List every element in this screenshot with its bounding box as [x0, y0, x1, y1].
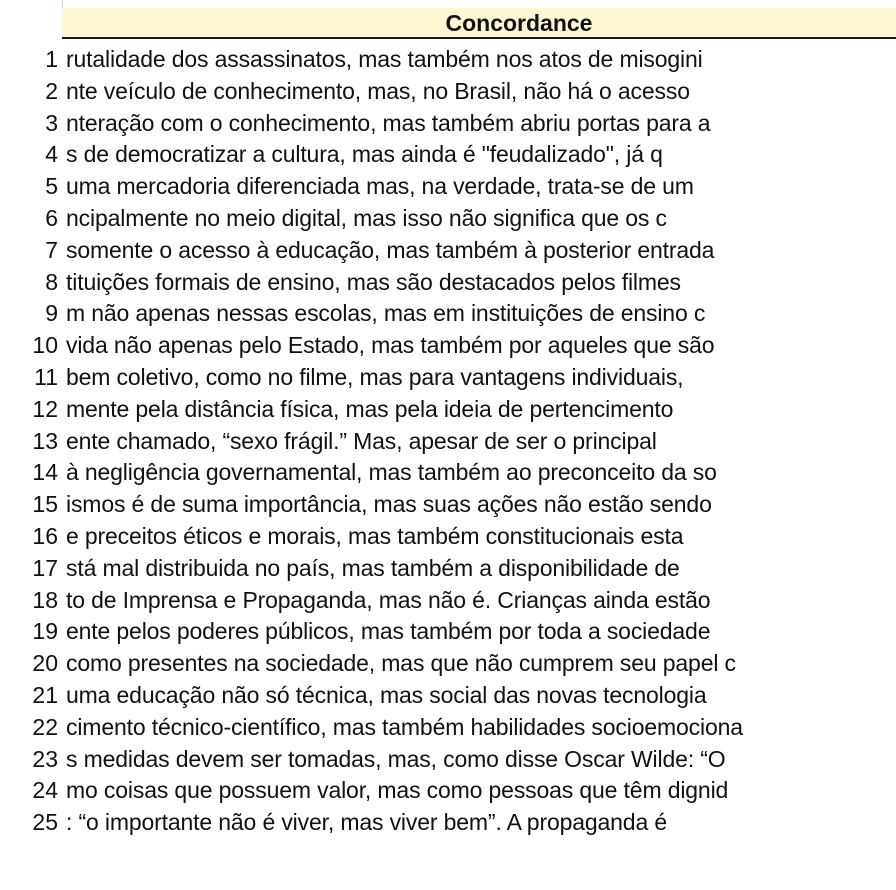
row-number: 14: [32, 459, 58, 486]
row-number: 2: [45, 77, 58, 104]
concordance-cell[interactable]: ente pelos poderes públicos, mas também por toda a sociedade: [66, 618, 711, 645]
table-row[interactable]: [0, 362, 896, 394]
row-number: 17: [32, 554, 58, 581]
table-row[interactable]: [0, 489, 896, 521]
table-row[interactable]: [0, 139, 896, 171]
row-number: 25: [32, 809, 58, 836]
concordance-cell[interactable]: como presentes na sociedade, mas que não cumprem seu papel c: [66, 650, 736, 677]
table-row[interactable]: [0, 426, 896, 458]
concordance-cell[interactable]: uma mercadoria diferenciada mas, na verdade, trata-se de um: [66, 173, 694, 200]
row-number: 10: [32, 332, 58, 359]
table-row[interactable]: [0, 712, 896, 744]
table-row[interactable]: [0, 648, 896, 680]
concordance-cell[interactable]: e preceitos éticos e morais, mas também constitucionais esta: [66, 522, 684, 549]
table-row[interactable]: [0, 298, 896, 330]
row-number: 20: [32, 650, 58, 677]
concordance-cell[interactable]: s de democratizar a cultura, mas ainda é "feudalizado", já q: [66, 141, 663, 168]
row-number: 9: [45, 300, 58, 327]
row-number: 6: [45, 204, 58, 231]
table-row[interactable]: [0, 616, 896, 648]
row-index-header: [0, 0, 62, 41]
concordance-cell[interactable]: ismos é de suma importância, mas suas ações não estão sendo: [66, 491, 712, 518]
concordance-rows: [0, 44, 896, 839]
header-row: [0, 0, 896, 41]
row-number: 13: [32, 427, 58, 454]
concordance-cell[interactable]: uma educação não só técnica, mas social das novas tecnologia: [66, 681, 707, 708]
row-number: 16: [32, 522, 58, 549]
table-row[interactable]: [0, 76, 896, 108]
table-row[interactable]: [0, 44, 896, 76]
table-row[interactable]: [0, 553, 896, 585]
column-header-concordance[interactable]: Concordance: [62, 8, 896, 39]
concordance-cell[interactable]: tituições formais de ensino, mas são destacados pelos filmes: [66, 268, 681, 295]
concordance-cell[interactable]: somente o acesso à educação, mas também à posterior entrada: [66, 236, 715, 263]
table-row[interactable]: [0, 108, 896, 140]
table-row[interactable]: [0, 330, 896, 362]
concordance-cell[interactable]: m não apenas nessas escolas, mas em instituições de ensino c: [66, 300, 706, 327]
row-number: 7: [45, 236, 58, 263]
row-number: 11: [34, 363, 58, 390]
row-number: 1: [45, 46, 58, 72]
concordance-cell[interactable]: mo coisas que possuem valor, mas como pessoas que têm dignid: [66, 777, 729, 804]
concordance-cell[interactable]: s medidas devem ser tomadas, mas, como disse Oscar Wilde: “O: [66, 745, 726, 772]
concordance-cell[interactable]: bem coletivo, como no filme, mas para vantagens individuais,: [66, 363, 684, 390]
table-row[interactable]: [0, 203, 896, 235]
concordance-cell[interactable]: ente chamado, “sexo frágil.” Mas, apesar de ser o principal: [66, 427, 657, 454]
grid-line: [62, 0, 63, 8]
table-row[interactable]: [0, 394, 896, 426]
row-number: 24: [32, 777, 58, 804]
table-row[interactable]: [0, 171, 896, 203]
row-number: 18: [32, 586, 58, 613]
row-number: 12: [32, 395, 58, 422]
table-row[interactable]: [0, 680, 896, 712]
row-number: 3: [45, 109, 58, 136]
table-row[interactable]: [0, 744, 896, 776]
concordance-cell[interactable]: to de Imprensa e Propaganda, mas não é. Crianças ainda estão: [66, 586, 711, 613]
concordance-cell[interactable]: à negligência governamental, mas também ao preconceito da so: [66, 459, 717, 486]
table-row[interactable]: [0, 775, 896, 807]
table-row[interactable]: [0, 235, 896, 267]
concordance-cell[interactable]: nteração com o conhecimento, mas também abriu portas para a: [66, 109, 711, 136]
concordance-cell[interactable]: nte veículo de conhecimento, mas, no Brasil, não há o acesso: [66, 77, 690, 104]
concordance-cell[interactable]: mente pela distância física, mas pela ideia de pertencimento: [66, 395, 674, 422]
row-number: 5: [45, 173, 58, 200]
row-number: 21: [32, 681, 58, 708]
concordance-cell[interactable]: vida não apenas pelo Estado, mas também por aqueles que são: [66, 332, 715, 359]
concordance-cell[interactable]: : “o importante não é viver, mas viver bem”. A propaganda é: [66, 809, 667, 836]
table-row[interactable]: [0, 457, 896, 489]
row-number: 4: [45, 141, 58, 168]
concordance-cell[interactable]: cimento técnico-científico, mas também habilidades socioemociona: [66, 713, 743, 740]
row-number: 19: [32, 618, 58, 645]
concordance-cell[interactable]: rutalidade dos assassinatos, mas também nos atos de misogini: [66, 46, 703, 72]
table-row[interactable]: [0, 585, 896, 617]
concordance-cell[interactable]: stá mal distribuida no país, mas também a disponibilidade de: [66, 554, 680, 581]
table-row[interactable]: [0, 267, 896, 299]
table-row[interactable]: [0, 807, 896, 839]
row-number: 8: [45, 268, 58, 295]
row-number: 15: [32, 491, 58, 518]
row-number: 22: [32, 713, 58, 740]
table-row[interactable]: [0, 521, 896, 553]
concordance-cell[interactable]: ncipalmente no meio digital, mas isso não significa que os c: [66, 204, 667, 231]
row-number: 23: [32, 745, 58, 772]
